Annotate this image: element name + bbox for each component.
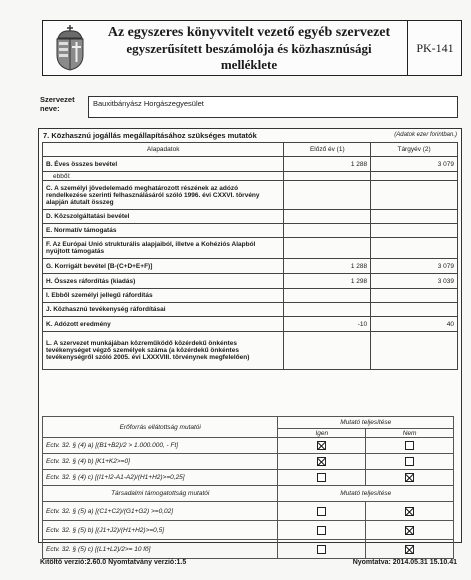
indicator-row bbox=[43, 521, 454, 540]
table-header-row bbox=[43, 143, 458, 157]
indicator-label: Ectv. 32. § (4) b) [K1+K2>=0] bbox=[43, 454, 278, 470]
col-header-curr: Tárgyév (2) bbox=[371, 143, 458, 157]
yes-checkbox[interactable] bbox=[317, 526, 326, 535]
resources-fulfil-header: Mutató teljesítése bbox=[278, 417, 454, 429]
row-label: J. Közhasznú tevékenység ráfordításai bbox=[43, 303, 284, 317]
section-title: 7. Közhasznú jogállás megállapításához szükséges mutatók bbox=[43, 131, 257, 140]
table-row bbox=[43, 303, 458, 317]
table-row bbox=[43, 210, 458, 224]
value-prev[interactable] bbox=[284, 332, 371, 370]
value-prev[interactable] bbox=[284, 289, 371, 303]
form-title bbox=[99, 25, 399, 73]
yes-checkbox[interactable] bbox=[317, 457, 326, 466]
row-label: E. Normatív támogatás bbox=[43, 224, 284, 238]
row-label: ebből: bbox=[43, 172, 284, 181]
no-checkbox[interactable] bbox=[405, 545, 414, 554]
org-name-label: Szervezet neve: bbox=[40, 95, 75, 113]
social-fulfil-header: Mutató teljesítése bbox=[278, 486, 454, 502]
row-label: I. Ebből személyi jellegű ráfordítás bbox=[43, 289, 284, 303]
table-row bbox=[43, 289, 458, 303]
indicator-row bbox=[43, 438, 454, 454]
table-row bbox=[43, 274, 458, 289]
table-row bbox=[43, 317, 458, 332]
row-label: G. Korrigált bevétel [B-(C+D+E+F)] bbox=[43, 259, 284, 274]
resources-header-row bbox=[43, 417, 454, 429]
row-label: L. A szervezet munkájában közreműködő közérdekű önkéntes tevékenységet végző személyek száma (a közérdekű önkéntes tevékenységről szóló 2005. évi LXXXVIII. törvénynek megfelelően) bbox=[43, 332, 284, 370]
no-header: Nem bbox=[366, 429, 454, 438]
value-prev[interactable] bbox=[284, 238, 371, 259]
org-name-field[interactable]: Bauxitbányász Horgászegyesület bbox=[88, 96, 458, 118]
basic-data-table bbox=[42, 142, 458, 370]
indicator-row bbox=[43, 502, 454, 521]
value-prev[interactable] bbox=[284, 172, 371, 181]
no-checkbox[interactable] bbox=[405, 507, 414, 516]
value-prev[interactable] bbox=[284, 181, 371, 210]
indicator-row bbox=[43, 454, 454, 470]
value-prev[interactable] bbox=[284, 303, 371, 317]
form-title-line2: egyszerűsített beszámolója és közhasznúsági melléklete bbox=[126, 41, 372, 72]
coat-of-arms-icon bbox=[49, 25, 91, 71]
form-header bbox=[42, 20, 462, 76]
value-prev[interactable] bbox=[284, 210, 371, 224]
row-label: K. Adózott eredmény bbox=[43, 317, 284, 332]
value-curr[interactable] bbox=[371, 303, 458, 317]
table-row bbox=[43, 172, 458, 181]
version-info: Kitöltő verzió:2.60.0 Nyomtatvány verzió:1.5 bbox=[40, 559, 187, 566]
no-checkbox[interactable] bbox=[405, 441, 414, 450]
value-prev[interactable]: -10 bbox=[284, 317, 371, 332]
value-curr[interactable] bbox=[371, 172, 458, 181]
table-row bbox=[43, 181, 458, 210]
value-prev[interactable]: 1 288 bbox=[284, 157, 371, 172]
table-row bbox=[43, 157, 458, 172]
section-note: (Adatok ezer forintban.) bbox=[394, 132, 457, 138]
row-label: H. Összes ráfordítás (kiadás) bbox=[43, 274, 284, 289]
no-checkbox[interactable] bbox=[405, 526, 414, 535]
yes-header: Igen bbox=[278, 429, 366, 438]
table-row bbox=[43, 332, 458, 370]
value-curr[interactable] bbox=[371, 238, 458, 259]
value-curr[interactable]: 3 079 bbox=[371, 157, 458, 172]
yes-checkbox[interactable] bbox=[317, 441, 326, 450]
value-curr[interactable]: 40 bbox=[371, 317, 458, 332]
yes-checkbox[interactable] bbox=[317, 507, 326, 516]
social-header-row bbox=[43, 486, 454, 502]
indicator-row bbox=[43, 540, 454, 559]
value-curr[interactable] bbox=[371, 224, 458, 238]
indicator-label: Ectv. 32. § (4) a) [(B1+B2)/2 > 1.000.000, - Ft] bbox=[43, 438, 278, 454]
resources-header: Erőforrás ellátottság mutatói bbox=[43, 417, 278, 438]
indicator-label: Ectv. 32. § (5) c) [(L1+L2)/2>= 10 fő] bbox=[43, 540, 278, 559]
form-code: PK-141 bbox=[407, 21, 462, 75]
value-prev[interactable] bbox=[284, 224, 371, 238]
col-header-prev: Előző év (1) bbox=[284, 143, 371, 157]
no-checkbox[interactable] bbox=[405, 457, 414, 466]
value-curr[interactable]: 3 079 bbox=[371, 259, 458, 274]
value-prev[interactable]: 1 298 bbox=[284, 274, 371, 289]
social-header: Társadalmi támogatottság mutatói bbox=[43, 486, 278, 502]
value-prev[interactable]: 1 288 bbox=[284, 259, 371, 274]
indicator-label: Ectv. 32. § (5) a) [(C1+C2)/(G1+G2) >=0,02] bbox=[43, 502, 278, 521]
yes-checkbox[interactable] bbox=[317, 473, 326, 482]
row-label: D. Közszolgáltatási bevétel bbox=[43, 210, 284, 224]
table-row bbox=[43, 224, 458, 238]
col-header-data: Alapadatok bbox=[43, 143, 284, 157]
indicator-label: Ectv. 32. § (5) b) [(J1+J2)/(H1+H2)>=0,5] bbox=[43, 521, 278, 540]
row-label: F. Az Európai Unió strukturális alapjaiból, illetve a Kohéziós Alapból nyújtott támogatás bbox=[43, 238, 284, 259]
yes-checkbox[interactable] bbox=[317, 545, 326, 554]
form-title-line1: Az egyszeres könyvvitelt vezető egyéb szervezet bbox=[107, 25, 391, 40]
row-label: B. Éves összes bevétel bbox=[43, 157, 284, 172]
value-curr[interactable] bbox=[371, 289, 458, 303]
print-timestamp: Nyomtatva: 2014.05.31 15.10.41 bbox=[352, 559, 457, 566]
value-curr[interactable] bbox=[371, 332, 458, 370]
value-curr[interactable] bbox=[371, 210, 458, 224]
indicator-label: Ectv. 32. § (4) c) [(I1+I2-A1-A2)/(H1+H2)>=0,25] bbox=[43, 470, 278, 486]
indicator-row bbox=[43, 470, 454, 486]
value-curr[interactable] bbox=[371, 181, 458, 210]
row-label: C. A személyi jövedelemadó meghatározott részének az adózó rendelkezése szerinti felhasználásáról szóló 1996. évi CXXVI. törvény alapján átutalt összeg bbox=[43, 181, 284, 210]
table-row bbox=[43, 238, 458, 259]
no-checkbox[interactable] bbox=[405, 473, 414, 482]
value-curr[interactable]: 3 039 bbox=[371, 274, 458, 289]
table-row bbox=[43, 259, 458, 274]
indicators-table bbox=[42, 416, 454, 559]
